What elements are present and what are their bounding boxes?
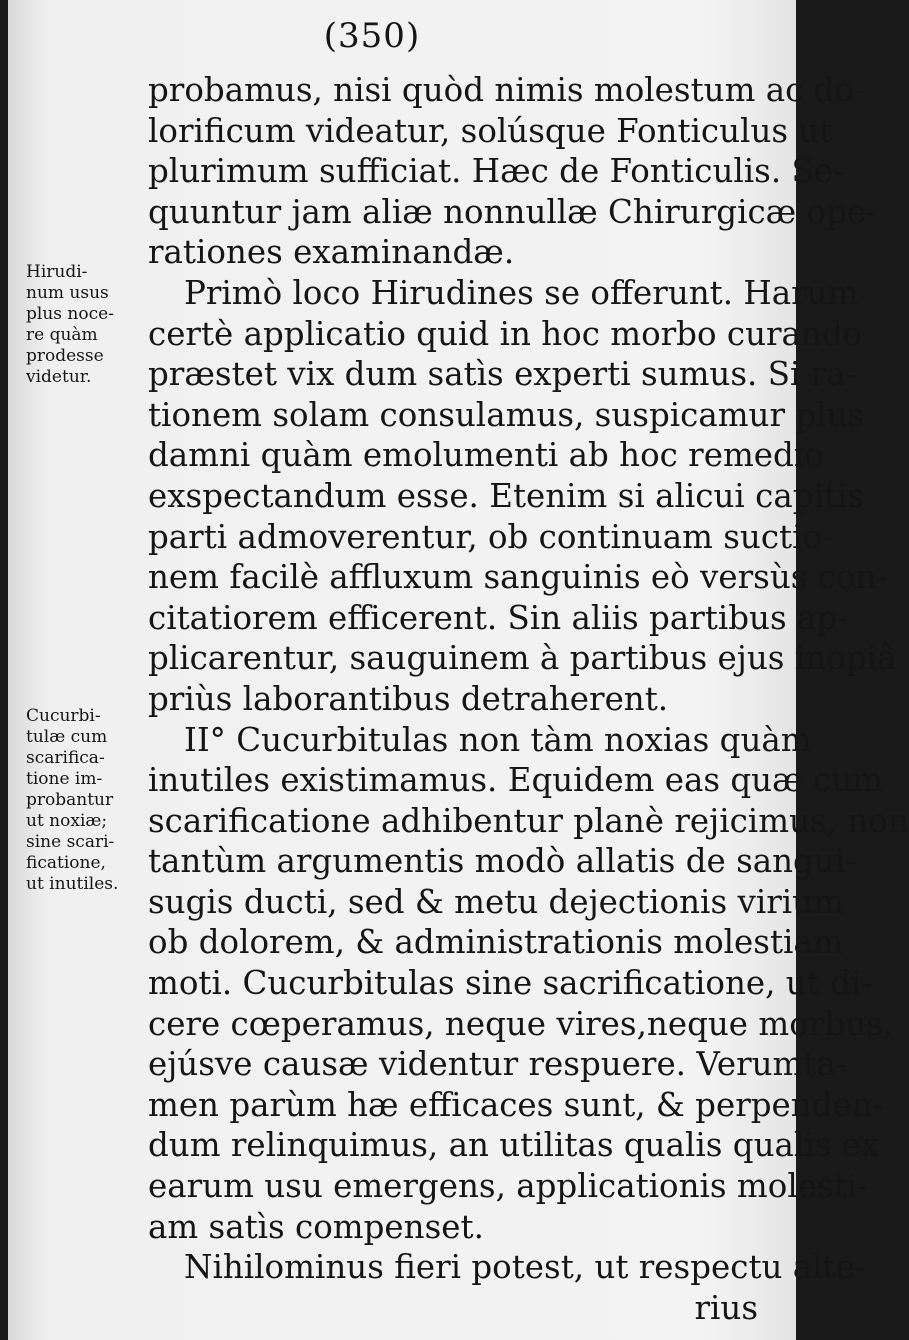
margin-note-line: prodesse — [26, 346, 104, 366]
text-line: inutiles existimamus. Equidem eas quæ cum — [148, 761, 883, 800]
margin-note-line: probantur — [26, 790, 114, 810]
text-line: sugis ducti, sed & metu dejectionis virium — [148, 882, 844, 921]
text-line: plicarentur, sauguinem à partibus ejus inopiâ — [148, 639, 897, 678]
text-line: tionem solam consulamus, suspicamur plus — [148, 395, 865, 434]
text-line: men parùm hæ efficaces sunt, & perpenden- — [148, 1085, 884, 1124]
text-line: parti admoverentur, ob continuam suctio- — [148, 517, 834, 556]
body-text — [148, 70, 909, 1328]
margin-note-cucurbitulae — [26, 706, 142, 895]
margin-note-line: ficatione, — [26, 853, 106, 873]
margin-note-line: num usus — [26, 283, 109, 303]
margin-note-line: videtur. — [26, 367, 92, 387]
text-line: plurimum sufficiat. Hæc de Fonticulis. Se- — [148, 152, 845, 191]
paragraph-start-line: Nihilominus fieri potest, ut respectu alte- — [184, 1248, 866, 1287]
catchword-line: rius — [694, 1288, 758, 1327]
paragraph-start-line: Primò loco Hirudines se offerunt. Harum — [184, 273, 859, 312]
margin-note-line: ut noxiæ; — [26, 811, 108, 831]
text-line: am satìs compenset. — [148, 1207, 484, 1246]
text-line: damni quàm emolumenti ab hoc remedio — [148, 436, 824, 475]
text-line: scarificatione adhibentur planè rejicimus, non — [148, 801, 909, 840]
text-line: priùs laborantibus detraherent. — [148, 679, 669, 718]
text-line: exspectandum esse. Etenim si alicui capitis — [148, 476, 865, 515]
margin-note-line: Hirudi- — [26, 262, 88, 282]
text-line: citatiorem efficerent. Sin aliis partibus ap- — [148, 598, 849, 637]
margin-note-line: sine scari- — [26, 832, 115, 852]
text-line: certè applicatio quid in hoc morbo curando — [148, 314, 863, 353]
margin-note-line: tione im- — [26, 769, 103, 789]
book-page — [8, 0, 909, 1340]
text-line: quuntur jam aliæ nonnullæ Chirurgicæ ope- — [148, 192, 878, 231]
text-line: probamus, nisi quòd nimis molestum ac do- — [148, 71, 865, 109]
margin-note-line: Cucurbi- — [26, 706, 101, 726]
margin-note-line: ut inutiles. — [26, 874, 119, 894]
margin-note-line: tulæ cum — [26, 727, 108, 747]
text-line: moti. Cucurbitulas sine sacrificatione, ut di- — [148, 964, 873, 1003]
text-line: ob dolorem, & administrationis molestiam — [148, 923, 844, 962]
margin-note-line: re quàm — [26, 325, 98, 345]
paragraph-start-line: II° Cucurbitulas non tàm noxias quàm — [184, 720, 812, 759]
text-line: lorificum videatur, solúsque Fonticulus ut — [148, 111, 833, 150]
text-line: nem facilè affluxum sanguinis eò versùs con- — [148, 558, 888, 597]
text-line: cere cœperamus, neque vires,neque morbus, — [148, 1004, 894, 1043]
text-line: rationes examinandæ. — [148, 233, 515, 272]
margin-note-line: plus noce- — [26, 304, 114, 324]
text-line: tantùm argumentis modò allatis de sangui- — [148, 842, 857, 881]
text-line: ejúsve causæ videntur respuere. Verumta- — [148, 1045, 847, 1084]
text-line: earum usu emergens, applicationis molesti- — [148, 1167, 869, 1206]
margin-note-hirudinum — [26, 262, 142, 388]
text-line: præstet vix dum satìs experti sumus. Si ra- — [148, 355, 857, 394]
text-line: dum relinquimus, an utilitas qualis qualis ex — [148, 1126, 880, 1165]
margin-note-line: scarifica- — [26, 748, 105, 768]
page-number: (350) — [323, 16, 421, 56]
